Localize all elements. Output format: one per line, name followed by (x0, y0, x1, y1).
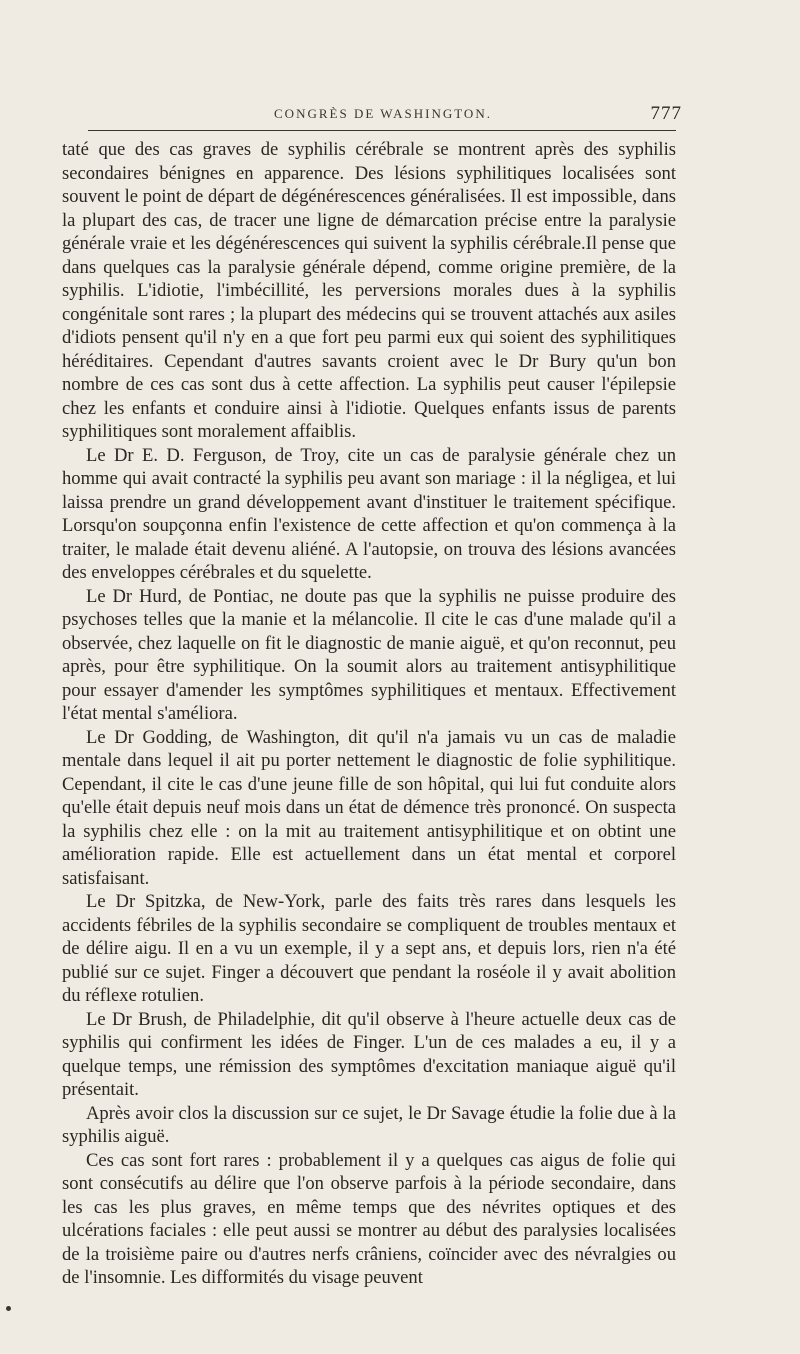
paragraph: Le Dr Brush, de Philadelphie, dit qu'il observe à l'heure actuelle deux cas de syphilis qui confirment les idées de Finger. L'un de ces malades a eu, il y a quelque temps, une rémission des symptômes d'excitation maniaque aiguë qu'il présentait. (62, 1008, 676, 1100)
paragraph: Le Dr E. D. Ferguson, de Troy, cite un cas de paralysie générale chez un homme qui avait contracté la syphilis peu avant son mariage : il la négligea, et lui laissa prendre un grand développement avant d'instituer le traitement spécifique. Lorsqu'on soupçonna enfin l'existence de cette affection et qu'on commença à la traiter, le malade était devenu aliéné. A l'autopsie, on trouva des lésions avancées des enveloppes cérébrales et du squelette. (62, 444, 676, 583)
paragraph: Après avoir clos la discussion sur ce sujet, le Dr Savage étudie la folie due à la syphilis aiguë. (62, 1102, 676, 1147)
paragraph: Le Dr Godding, de Washington, dit qu'il n'a jamais vu un cas de maladie mentale dans lequel il ait pu porter nettement le diagnostic de folie syphilitique. Cependant, il cite le cas d'une jeune fille de son hôpital, qui lui fut conduite alors qu'elle était depuis neuf mois dans un état de démence très prononcé. On suspecta la syphilis chez elle : on la mit au traitement antisyphilitique et on obtint une amélioration rapide. Elle est actuellement dans un état mental et corporel satisfaisant. (62, 726, 676, 889)
header-rule (88, 130, 676, 131)
body-text (62, 138, 676, 1290)
running-title: CONGRÈS DE WASHINGTON. (274, 106, 492, 121)
paragraph: Le Dr Spitzka, de New-York, parle des faits très rares dans lesquels les accidents fébriles de la syphilis secondaire se compliquent de troubles mentaux et de délire aigu. Il en a vu un exemple, il y a sept ans, et depuis lors, rien n'a été publié sur ce sujet. Finger a découvert que pendant la roséole il y avait abolition du réflexe rotulien. (62, 891, 676, 1006)
page-number: 777 (650, 103, 682, 124)
margin-ink-dot (6, 1306, 11, 1311)
paragraph: Le Dr Hurd, de Pontiac, ne doute pas que la syphilis ne puisse produire des psychoses telles que la manie et la mélancolie. Il cite le cas d'une malade qu'il a observée, chez laquelle on fit le diagnostic de manie aiguë, et qu'on reconnut, peu après, pour être syphilitique. On la soumit alors au traitement antisyphilitique pour essayer d'amender les symptômes syphilitiques et mentaux. Effectivement l'état mental s'améliora. (62, 585, 676, 724)
paragraph: taté que des cas graves de syphilis cérébrale se montrent après des syphilis secondaires bénignes en apparence. Des lésions syphilitiques localisées sont souvent le point de départ de dégénérescences généralisées. Il est impossible, dans la plupart des cas, de tracer une ligne de démarcation précise entre la paralysie générale vraie et les dégénérescences qui suivent la syphilis cérébrale.Il pense que dans quelques cas la paralysie générale dépend, comme origine première, de la syphilis. L'idiotie, l'imbécillité, les perversions morales dues à la syphilis congénitale sont rares ; la plupart des médecins qui se trouvent attachés aux asiles d'idiots pensent qu'il n'y en a que fort peu parmi eux qui soient des syphilitiques héréditaires. Cependant d'autres savants croient avec le Dr Bury qu'un bon nombre de ces cas sont dus à cette affection. La syphilis peut causer l'épilepsie chez les enfants et conduire ainsi à l'idiotie. Quelques enfants issus de parents syphilitiques sont moralement affaiblis. (62, 139, 676, 442)
paragraph: Ces cas sont fort rares : probablement il y a quelques cas aigus de folie qui sont consécutifs au délire que l'on observe parfois à la période secondaire, dans les cas les plus graves, en même temps que des névrites optiques et des ulcérations faciales : elle peut aussi se montrer au début des paralysies localisées de la troisième paire ou d'autres nerfs crâniens, coïncider avec des névralgies ou de l'insomnie. Les difformités du visage peuvent (62, 1149, 676, 1288)
page-header (88, 103, 682, 128)
